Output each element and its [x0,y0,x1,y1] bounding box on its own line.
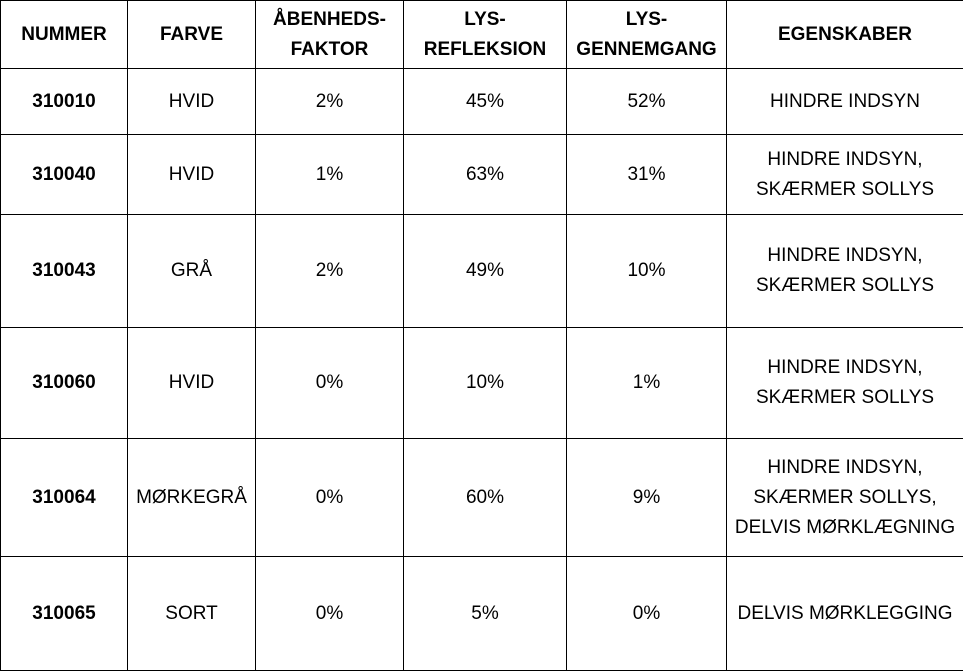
property-line: HINDRE INDSYN, [727,353,963,383]
table-row [1,557,963,671]
header-line: GENNEMGANG [567,35,726,65]
header-egenskaber [727,1,963,69]
cell-lysgennemgang: 31% [567,135,727,215]
cell-lysgennemgang: 10% [567,215,727,328]
cell-lysgennemgang: 9% [567,439,727,557]
header-line: EGENSKABER [727,20,963,50]
header-line: REFLEKSION [404,35,566,65]
table-row [1,69,963,135]
cell-nummer: 310064 [1,439,128,557]
cell-nummer: 310040 [1,135,128,215]
cell-nummer: 310043 [1,215,128,328]
table-row [1,439,963,557]
header-line: LYS- [404,5,566,35]
header-row [1,1,963,69]
header-line: FAKTOR [256,35,403,65]
cell-farve: MØRKEGRÅ [128,439,256,557]
cell-farve: HVID [128,69,256,135]
cell-lysrefleksion: 10% [404,328,567,439]
cell-egenskaber [727,557,963,671]
cell-farve: HVID [128,135,256,215]
table-row [1,135,963,215]
cell-aabenhedsfaktor: 2% [256,69,404,135]
cell-lysrefleksion: 60% [404,439,567,557]
property-line: DELVIS MØRKLÆGNING [727,513,963,543]
cell-lysrefleksion: 63% [404,135,567,215]
cell-nummer: 310060 [1,328,128,439]
cell-lysgennemgang: 52% [567,69,727,135]
header-farve [128,1,256,69]
cell-egenskaber [727,439,963,557]
table-row [1,215,963,328]
property-line: SKÆRMER SOLLYS [727,175,963,205]
header-nummer [1,1,128,69]
header-line: ÅBENHEDS- [256,5,403,35]
cell-egenskaber [727,135,963,215]
cell-lysgennemgang: 0% [567,557,727,671]
property-line: HINDRE INDSYN [727,87,963,117]
property-line: HINDRE INDSYN, [727,241,963,271]
cell-aabenhedsfaktor: 0% [256,328,404,439]
cell-lysrefleksion: 5% [404,557,567,671]
property-line: SKÆRMER SOLLYS [727,383,963,413]
header-aabenhedsfaktor [256,1,404,69]
header-lysgennemgang [567,1,727,69]
cell-aabenhedsfaktor: 0% [256,557,404,671]
header-line: FARVE [128,20,255,50]
cell-lysrefleksion: 49% [404,215,567,328]
cell-nummer: 310010 [1,69,128,135]
cell-aabenhedsfaktor: 1% [256,135,404,215]
cell-lysrefleksion: 45% [404,69,567,135]
property-line: SKÆRMER SOLLYS, [727,483,963,513]
header-lysrefleksion [404,1,567,69]
cell-farve: SORT [128,557,256,671]
cell-lysgennemgang: 1% [567,328,727,439]
cell-nummer: 310065 [1,557,128,671]
header-line: NUMMER [1,20,127,50]
property-line: HINDRE INDSYN, [727,145,963,175]
cell-aabenhedsfaktor: 2% [256,215,404,328]
cell-egenskaber [727,328,963,439]
property-line: HINDRE INDSYN, [727,453,963,483]
property-line: DELVIS MØRKLEGGING [727,599,963,629]
property-line: SKÆRMER SOLLYS [727,271,963,301]
cell-farve: GRÅ [128,215,256,328]
header-line: LYS- [567,5,726,35]
cell-farve: HVID [128,328,256,439]
cell-egenskaber [727,215,963,328]
cell-aabenhedsfaktor: 0% [256,439,404,557]
table-row [1,328,963,439]
cell-egenskaber [727,69,963,135]
